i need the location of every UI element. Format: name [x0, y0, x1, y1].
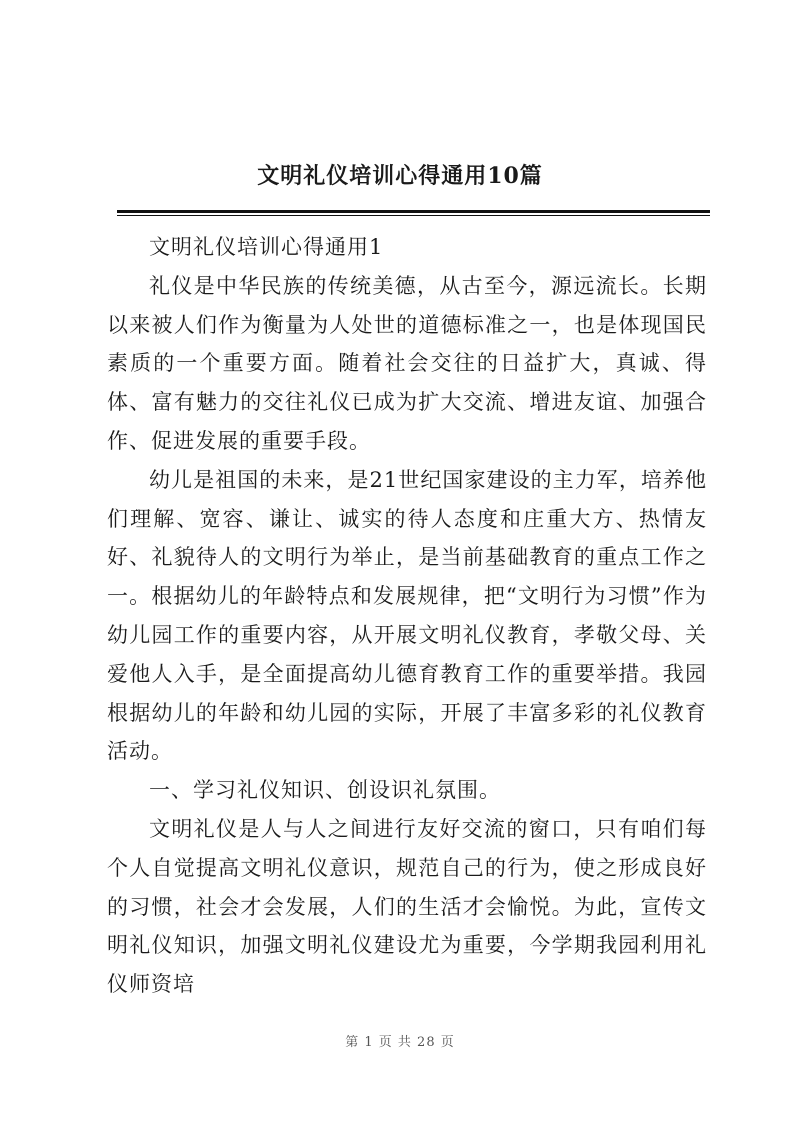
body-paragraph: 幼儿是祖国的未来，是21世纪国家建设的主力军，培养他们理解、宽容、谦让、诚实的待人态度和庄重大方、热情友好、礼貌待人的文明行为举止，是当前基础教育的重点工作之一。根据幼儿的年龄特点和发展规律，把“文明行为习惯”作为幼儿园工作的重要内容，从开展文明礼仪教育，孝敬父母、关爱他人入手，是全面提高幼儿德育教育工作的重要举措。我园根据幼儿的年龄和幼儿园的实际，开展了丰富多彩的礼仪教育活动。	[107, 467, 707, 764]
page-footer: 第 1 页 共 28 页	[345, 1035, 455, 1050]
body-paragraph: 文明礼仪是人与人之间进行友好交流的窗口，只有咱们每个人自觉提高文明礼仪意识，规范自己的行为，使之形成良好的习惯，社会才会发展，人们的生活才会愉悦。为此，宣传文明礼仪知识，加强文明礼仪建设尤为重要，今学期我园利用礼仪师资培	[107, 816, 707, 997]
section-heading: 文明礼仪培训心得通用1	[149, 235, 384, 259]
document-body	[107, 228, 707, 1004]
title-divider	[117, 210, 710, 213]
body-paragraph: 礼仪是中华民族的传统美德，从古至今，源远流长。长期以来被人们作为衡量为人处世的道德标准之一，也是体现国民素质的一个重要方面。随着社会交往的日益扩大，真诚、得体、富有魅力的交往礼仪已成为扩大交流、增进友谊、加强合作、促进发展的重要手段。	[107, 273, 707, 453]
document-title: 文明礼仪培训心得通用10篇	[257, 163, 543, 189]
subsection-heading: 一、学习礼仪知识、创设识礼氛围。	[149, 778, 501, 803]
title-divider-thin	[117, 215, 710, 216]
